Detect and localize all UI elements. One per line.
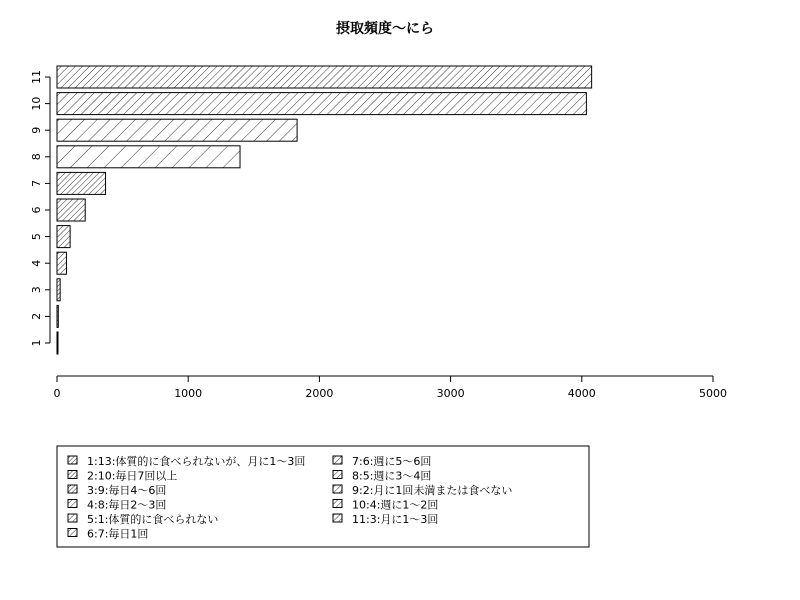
bar-7 <box>57 172 106 194</box>
legend-swatch-6 <box>68 529 77 537</box>
chart-title: 摂取頻度〜にら <box>336 21 434 37</box>
bar-3 <box>57 279 60 301</box>
legend-label-10: 10:4:週に1〜2回 <box>352 498 439 512</box>
x-tick-label-4000: 4000 <box>567 387 596 400</box>
y-tick-label-11: 11 <box>30 70 43 84</box>
legend-swatch-7 <box>333 456 342 464</box>
bar-5 <box>57 226 70 248</box>
legend-label-9: 9:2:月に1回未満または食べない <box>352 484 513 497</box>
bar-6 <box>57 199 85 221</box>
legend-label-6: 6:7:毎日1回 <box>87 527 149 541</box>
legend-swatch-5 <box>68 514 77 522</box>
bar-8 <box>57 146 240 168</box>
legend-swatch-4 <box>68 500 77 508</box>
y-tick-label-4: 4 <box>30 259 43 267</box>
legend-swatch-1 <box>68 456 77 464</box>
bar-2 <box>57 305 58 327</box>
y-tick-label-1: 1 <box>30 339 43 347</box>
legend-swatch-9 <box>333 485 342 493</box>
bar-1 <box>57 332 58 354</box>
y-tick-label-7: 7 <box>30 179 43 187</box>
legend-label-8: 8:5:週に3〜4回 <box>352 469 432 483</box>
legend-label-2: 2:10:毎日7回以上 <box>87 469 178 483</box>
x-tick-label-1000: 1000 <box>174 387 203 400</box>
legend-label-3: 3:9:毎日4〜6回 <box>87 484 167 497</box>
y-tick-label-3: 3 <box>30 286 43 294</box>
legend-label-11: 11:3:月に1〜3回 <box>352 513 439 526</box>
legend-swatch-8 <box>333 471 342 479</box>
bars-group <box>57 66 592 354</box>
legend-label-1: 1:13:体質的に食べられないが、月に1〜3回 <box>87 455 306 468</box>
legend-swatch-10 <box>333 500 342 508</box>
y-tick-label-8: 8 <box>30 153 43 161</box>
x-tick-label-5000: 5000 <box>699 387 727 400</box>
legend-label-5: 5:1:体質的に食べられない <box>87 513 219 526</box>
legend-label-7: 7:6:週に5〜6回 <box>352 455 432 468</box>
bar-11 <box>57 66 592 88</box>
x-tick-label-3000: 3000 <box>436 387 465 400</box>
legend <box>57 446 589 547</box>
y-tick-label-6: 6 <box>30 206 43 214</box>
legend-swatch-2 <box>68 471 77 479</box>
legend-label-4: 4:8:毎日2〜3回 <box>87 498 167 512</box>
x-axis <box>54 376 728 400</box>
bar-4 <box>57 252 66 274</box>
legend-swatch-3 <box>68 485 77 493</box>
x-tick-label-0: 0 <box>53 387 61 400</box>
x-tick-label-2000: 2000 <box>305 387 334 400</box>
bar-9 <box>57 119 297 141</box>
y-axis <box>30 70 50 347</box>
legend-swatch-11 <box>333 514 342 522</box>
y-tick-label-2: 2 <box>30 312 43 320</box>
y-tick-label-10: 10 <box>30 96 43 111</box>
bar-10 <box>57 93 586 115</box>
y-tick-label-5: 5 <box>30 233 43 241</box>
y-tick-label-9: 9 <box>30 126 43 134</box>
